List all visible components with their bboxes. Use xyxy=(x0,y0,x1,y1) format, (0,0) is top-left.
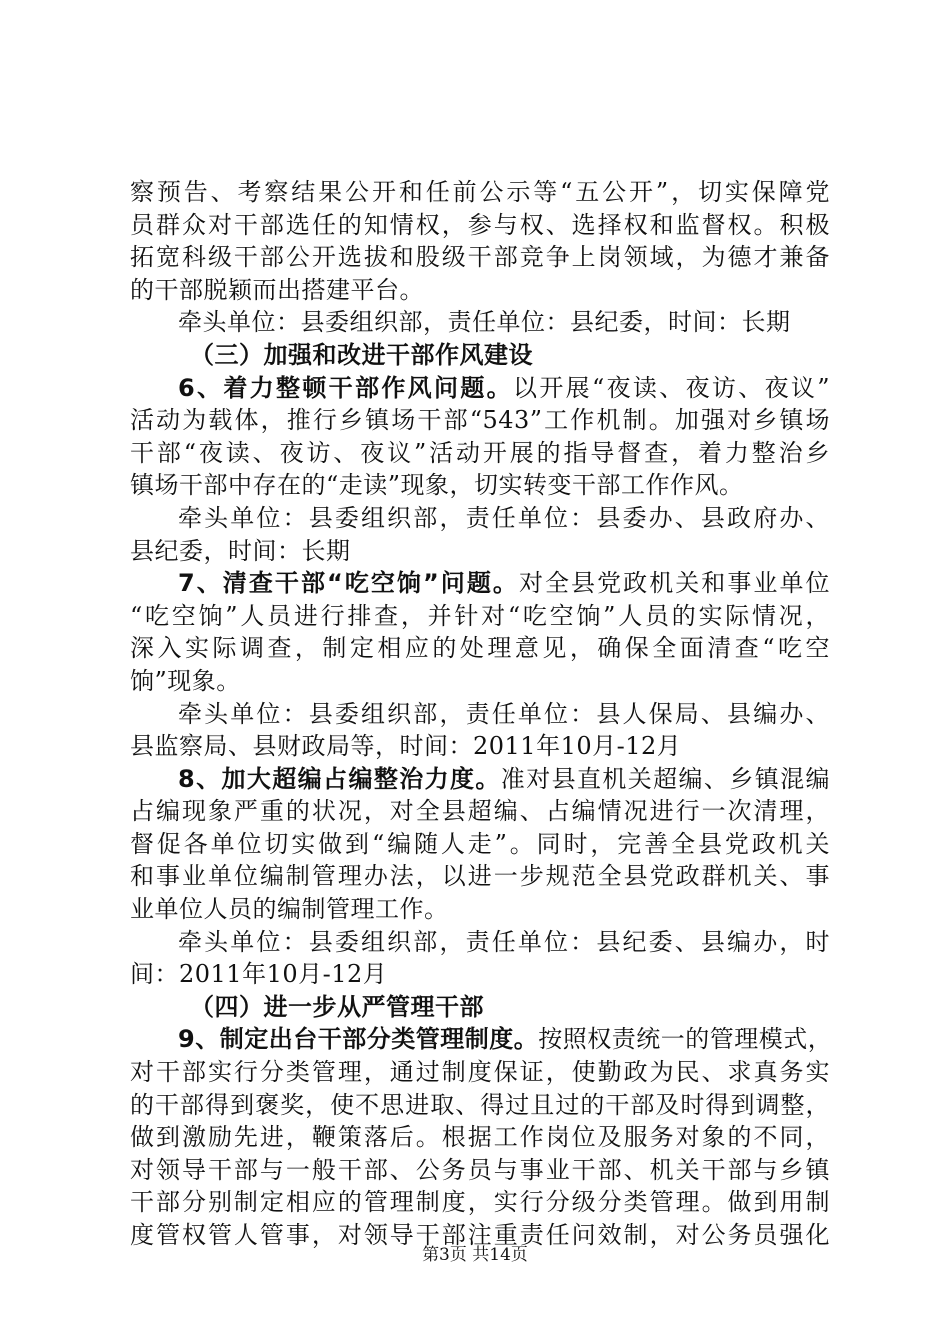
item-title: 8、加大超编占编整治力度。 xyxy=(178,764,501,793)
body-line: 的干部得到褒奖，使不思进取、得过且过的干部及时得到调整， xyxy=(130,1090,830,1119)
body-line: 活动为载体，推行乡镇场干部“543”工作机制。加强对乡镇场 xyxy=(130,406,830,435)
section-heading: （四）进一步从严管理干部 xyxy=(190,992,484,1021)
body-line: 县监察局、县财政局等，时间：2011年10月-12月 xyxy=(130,732,682,761)
body-line: 做到激励先进，鞭策落后。根据工作岗位及服务对象的不同， xyxy=(130,1123,830,1152)
body-line: 对干部实行分类管理，通过制度保证，使勤政为民、求真务实 xyxy=(130,1058,830,1087)
responsibility-line: 牵头单位：县委组织部，责任单位：县人保局、县编办、 xyxy=(178,699,830,728)
body-line: 镇场干部中存在的“走读”现象，切实转变干部工作作风。 xyxy=(130,471,744,500)
item-text: 准对县直机关超编、乡镇混编 xyxy=(500,764,830,793)
body-line: 察预告、考察结果公开和任前公示等“五公开”，切实保障党 xyxy=(130,178,830,206)
item-title: 6、着力整顿干部作风问题。 xyxy=(178,373,513,402)
item-text: 对全县党政机关和事业单位 xyxy=(518,569,831,598)
body-line: 拓宽科级干部公开选拔和股级干部竞争上岗领域，为德才兼备 xyxy=(130,243,830,272)
body-line: 干部“夜读、夜访、夜议”活动开展的指导督查，着力整治乡 xyxy=(130,438,830,467)
body-line: 深入实际调查，制定相应的处理意见，确保全面清查“吃空 xyxy=(130,634,830,663)
section-heading: （三）加强和改进干部作风建设 xyxy=(190,340,533,369)
body-line: 度管权管人管事，对领导干部注重责任问效制，对公务员强化 xyxy=(130,1221,830,1249)
body-line: 督促各单位切实做到“编随人走”。同时，完善全县党政机关 xyxy=(130,829,830,858)
item-first-line xyxy=(130,763,830,796)
item-title: 7、清查干部“吃空饷”问题。 xyxy=(178,569,519,598)
item-first-line xyxy=(130,567,830,600)
item-text: 按照权责统一的管理模式， xyxy=(538,1025,833,1054)
item-text: 以开展“夜读、夜访、夜议” xyxy=(513,373,830,402)
page-number-footer: 第3页 共14页 xyxy=(422,1245,528,1265)
item-title: 9、制定出台干部分类管理制度。 xyxy=(178,1025,539,1054)
responsibility-line: 牵头单位：县委组织部，责任单位：县纪委、县编办，时 xyxy=(178,927,830,956)
body-line: “吃空饷”人员进行排查，并针对“吃空饷”人员的实际情况， xyxy=(130,601,830,630)
body-line: 干部分别制定相应的管理制度，实行分级分类管理。做到用制 xyxy=(130,1188,830,1217)
body-line: 间：2011年10月-12月 xyxy=(130,960,388,989)
body-line: 县纪委，时间：长期 xyxy=(130,536,351,565)
body-line: 的干部脱颖而出搭建平台。 xyxy=(130,275,424,304)
body-line: 对领导干部与一般干部、公务员与事业干部、机关干部与乡镇 xyxy=(130,1155,830,1184)
body-line: 员群众对干部选任的知情权，参与权、选择权和监督权。积极 xyxy=(130,210,830,239)
body-line: 占编现象严重的状况，对全县超编、占编情况进行一次清理， xyxy=(130,797,830,826)
item-first-line xyxy=(130,372,830,405)
responsibility-line: 牵头单位：县委组织部，责任单位：县委办、县政府办、 xyxy=(178,503,830,532)
item-first-line xyxy=(130,1023,833,1056)
document-body xyxy=(130,176,833,1252)
body-line: 业单位人员的编制管理工作。 xyxy=(130,895,449,924)
body-line: 和事业单位编制管理办法，以进一步规范全县党政群机关、事 xyxy=(130,862,830,891)
responsibility-line: 牵头单位：县委组织部，责任单位：县纪委，时间：长期 xyxy=(178,308,791,337)
body-line: 饷”现象。 xyxy=(130,666,241,695)
